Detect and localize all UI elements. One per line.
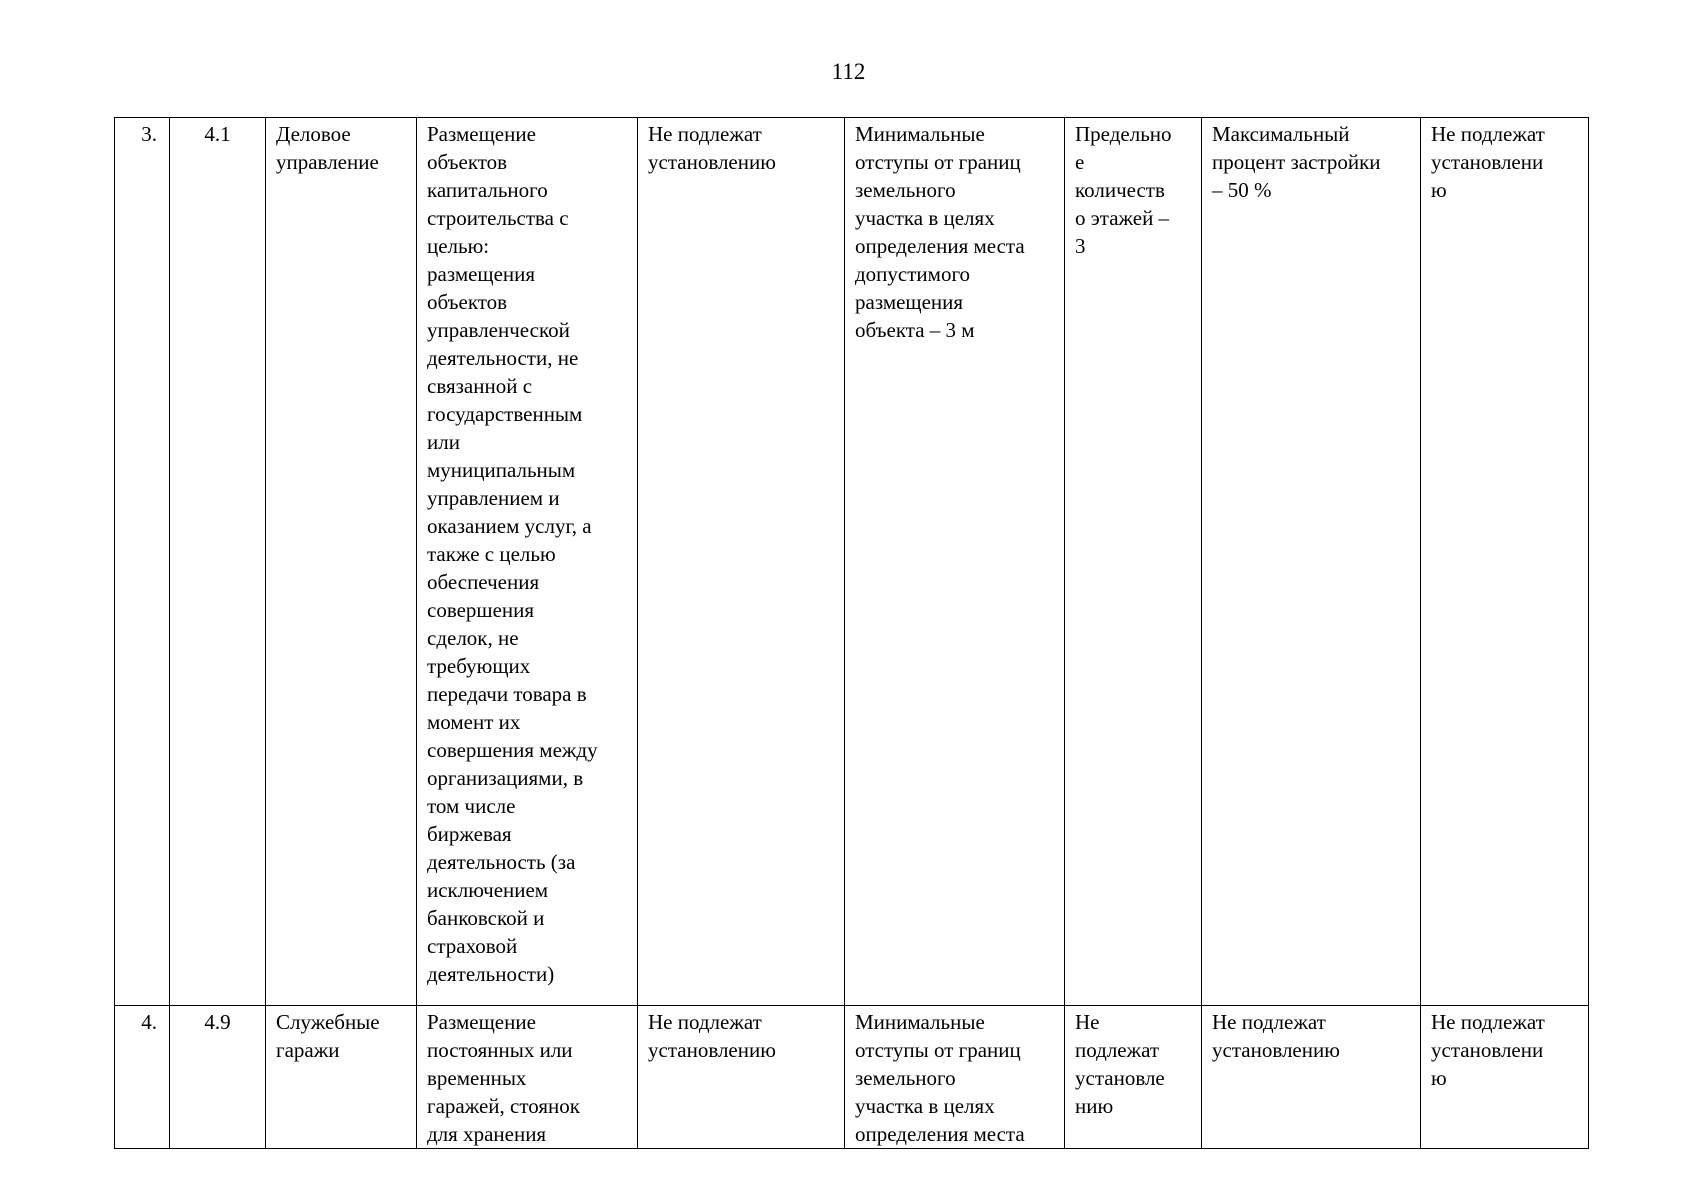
- table-row: [115, 1006, 1589, 1149]
- zoning-regulations-table: [114, 117, 1589, 1149]
- coverage-cell: Максимальный процент застройки – 50 %: [1202, 118, 1421, 1006]
- setbacks-cell: Минимальные отступы от границ земельного участка в целях определения места: [845, 1006, 1065, 1149]
- plot-size-cell: Не подлежат установлению: [638, 1006, 845, 1149]
- use-code-cell: 4.1: [170, 118, 266, 1006]
- other-params-cell: Не подлежат установлени ю: [1421, 1006, 1589, 1149]
- coverage-cell: Не подлежат установлению: [1202, 1006, 1421, 1149]
- use-code-cell: 4.9: [170, 1006, 266, 1149]
- setbacks-cell: Минимальные отступы от границ земельного участка в целях определения места допустимого размещения объекта – 3 м: [845, 118, 1065, 1006]
- page-number: 112: [831, 59, 866, 84]
- floors-cell: Не подлежат установле нию: [1065, 1006, 1202, 1149]
- other-params-cell: Не подлежат установлени ю: [1421, 118, 1589, 1006]
- use-name-cell: Служебные гаражи: [266, 1006, 417, 1149]
- floors-cell: Предельно е количеств о этажей – 3: [1065, 118, 1202, 1006]
- use-name-cell: Деловое управление: [266, 118, 417, 1006]
- use-description-cell: Размещение объектов капитального строительства с целью: размещения объектов управленческой деятельности, не связанной с государственным или муниципальным управлением и оказанием услуг, а также с целью обеспечения совершения сделок, не требующих передачи товара в момент их совершения между организациями, в том числе биржевая деятельность (за исключением банковской и страховой деятельности): [417, 118, 638, 1006]
- row-number-cell: 4.: [115, 1006, 170, 1149]
- use-description-cell: Размещение постоянных или временных гаражей, стоянок для хранения: [417, 1006, 638, 1149]
- plot-size-cell: Не подлежат установлению: [638, 118, 845, 1006]
- table-row: [115, 118, 1589, 1006]
- row-number-cell: 3.: [115, 118, 170, 1006]
